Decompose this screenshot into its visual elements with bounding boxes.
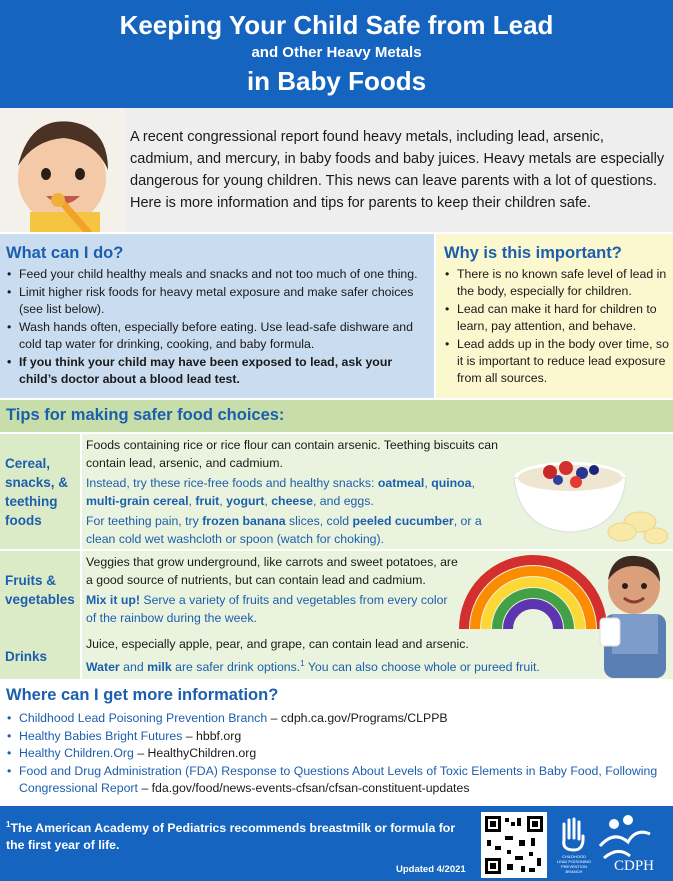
drinks-row-label-cell xyxy=(0,631,80,679)
oatmeal-bowl-image xyxy=(510,440,670,544)
list-item: • There is no known safe level of lead in the body, especially for children. xyxy=(444,266,672,300)
branch-text-3: PREVENTION xyxy=(560,864,588,869)
cdph-logo-text: CDPH xyxy=(613,858,655,874)
fda-link[interactable]: Food and Drug Administration (FDA) Response to Questions About Levels of Toxic Elements in Baby Food, Following Congressional Report xyxy=(19,763,658,795)
fruits-row xyxy=(82,551,673,631)
resource-item: • Food and Drug Administration (FDA) Response to Questions About Levels of Toxic Elements in Baby Food, Following Congressional Report – fda.gov/food/news-events-cfsan/cfsan-constituent-updates xyxy=(6,763,666,798)
drinks-text: Juice, especially apple, pear, and grape, can contain lead and arsenic. xyxy=(86,637,469,651)
what-list xyxy=(6,266,430,389)
drinks-row-label: Drinks xyxy=(5,649,48,664)
baby-eating-photo xyxy=(0,108,125,232)
rainbow-produce-image xyxy=(458,555,608,631)
tips-header xyxy=(0,400,673,432)
why-heading: Why is this important? xyxy=(444,244,622,262)
what-heading: What can I do? xyxy=(6,244,124,262)
hbbf-link[interactable]: Healthy Babies Bright Futures xyxy=(19,728,183,743)
fruits-row-label-cell xyxy=(0,551,80,631)
cereal-row-label: Cereal, snacks, & teething foods xyxy=(5,456,69,528)
clppb-link[interactable]: Childhood Lead Poisoning Prevention Branch xyxy=(19,711,268,725)
why-list xyxy=(444,266,672,388)
fruits-text: Veggies that grow underground, like carrots and sweet potatoes, are a good source of nutrients, but can contain lead and cadmium. xyxy=(86,555,458,587)
cereal-text: Foods containing rice or rice flour can contain arsenic. Teething biscuits can contain lead, arsenic, and cadmium. xyxy=(86,438,498,470)
resource-item: • Healthy Babies Bright Futures – hbbf.org xyxy=(6,728,666,746)
more-info-heading: Where can I get more information? xyxy=(6,686,279,704)
footnote: $^1$The American Academy of Pediatrics recommends breastmilk or formula for the first year of life. xyxy=(6,820,456,853)
page-title-line3: in Baby Foods xyxy=(246,66,427,96)
list-item: • Lead adds up in the body over time, so it is important to reduce lead exposure from all sources. xyxy=(444,336,672,387)
fruits-row-label: Fruits & vegetables xyxy=(5,573,75,607)
toddler-with-milk-image xyxy=(590,548,673,678)
branch-text-4: BRANCH xyxy=(565,869,583,874)
drinks-row xyxy=(82,631,673,679)
cereal-row xyxy=(82,434,673,549)
list-item: • Wash hands often, especially before eating. Use lead-safe dishware and cold tap water for drinking, cooking, and baby formula. xyxy=(6,319,430,353)
drinks-safer-text: Water and milk are safer drink options.$^1$ You can also choose whole or pureed fruit. xyxy=(86,659,540,675)
page-subtitle: and Other Heavy Metals xyxy=(251,44,422,61)
fruits-mix-text: Mix it up! Serve a variety of fruits and vegetables from every color of the rainbow during the week. xyxy=(86,593,448,625)
updated-date: Updated 4/2021 xyxy=(396,864,466,875)
healthychildren-link[interactable]: Healthy Children.Org xyxy=(19,746,134,760)
cereal-instead-text: Instead, try these rice-free foods and healthy snacks: oatmeal, quinoa, multi-grain cereal, fruit, yogurt, cheese, and eggs. xyxy=(86,476,475,508)
page-title: Keeping Your Child Safe from Lead xyxy=(119,10,554,40)
why-important-section xyxy=(436,234,673,398)
resource-item: • Childhood Lead Poisoning Prevention Branch – cdph.ca.gov/Programs/CLPPB xyxy=(6,710,666,728)
resource-list xyxy=(6,710,666,798)
footer-banner xyxy=(0,806,673,881)
list-item: • Feed your child healthy meals and snacks and not too much of one thing. xyxy=(6,266,430,283)
intro-paragraph: A recent congressional report found heavy metals, including lead, arsenic, cadmium, and mercury, in baby foods and baby juices. Heavy metals are especially dangerous for young children. This news can leave parents with a lot of questions. Here is more information and tips for parents to keep their children safe. xyxy=(130,129,665,211)
tips-heading: Tips for making safer food choices: xyxy=(6,406,285,424)
intro-section xyxy=(0,108,673,232)
what-can-i-do-section xyxy=(0,234,434,398)
list-item: • Limit higher risk foods for heavy metal exposure and make safer choices (see list below). xyxy=(6,284,430,318)
branch-text-2: LEAD POISONING xyxy=(556,859,592,864)
title-banner xyxy=(0,0,673,108)
cdph-logo xyxy=(594,812,670,878)
list-item: • Lead can make it hard for children to learn, pay attention, and behave. xyxy=(444,301,672,335)
qr-code[interactable] xyxy=(481,812,547,878)
clppb-hand-logo xyxy=(556,814,592,876)
list-item-emphasis: • If you think your child may have been exposed to lead, ask your child’s doctor about a blood lead test. xyxy=(6,354,430,388)
cereal-teething-text: For teething pain, try frozen banana slices, cold peeled cucumber, or a clean cold wet washcloth or spoon (watch for choking). xyxy=(86,514,482,546)
branch-text-1: CHILDHOOD xyxy=(561,854,587,859)
resource-item: • Healthy Children.Org – HealthyChildren.org xyxy=(6,745,666,763)
cereal-row-label-cell xyxy=(0,434,80,549)
